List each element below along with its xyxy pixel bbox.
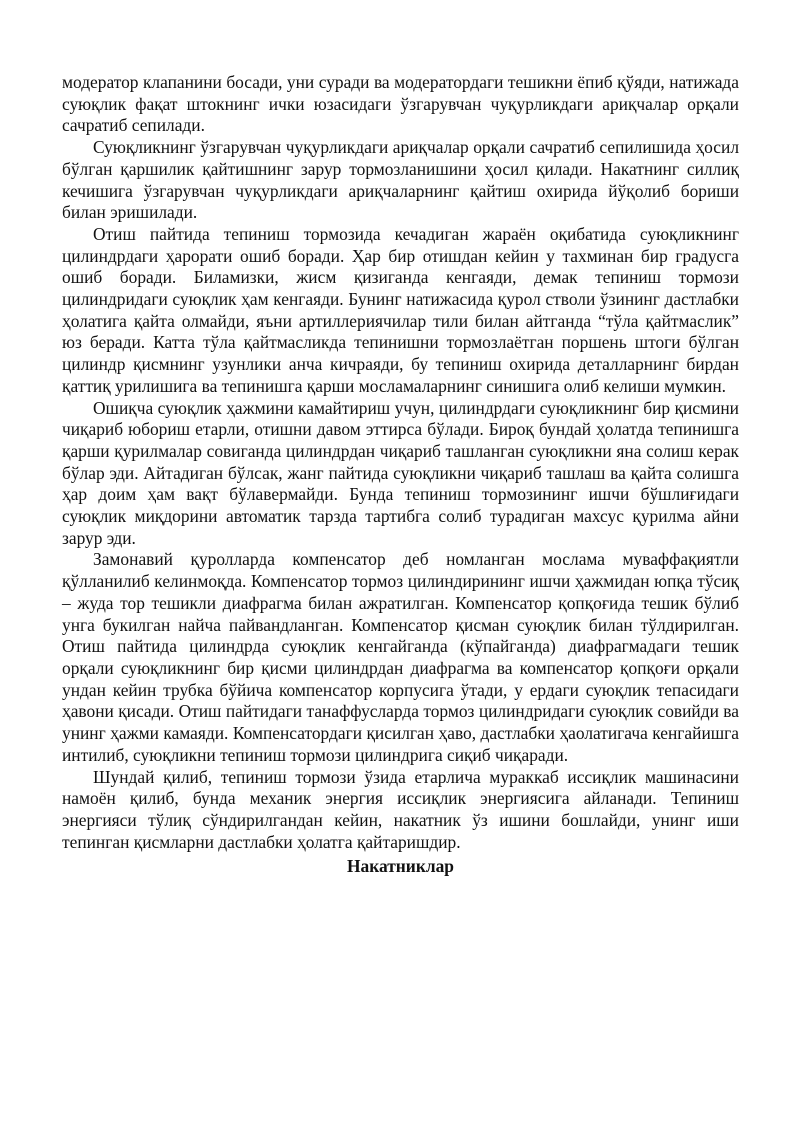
paragraph-continuation: модератор клапанини босади, уни суради ва модератордаги тешикни ёпиб қўяди, натижада суюқлик фақат штокнинг ички юзасидаги ўзгарувчан чуқурликдаги ариқчалар орқали сачратиб сепилади. [62,72,739,136]
paragraph-conclusion: Шундай қилиб, тепиниш тормози ўзида етарлича мураккаб иссиқлик машинасини намоён қилиб, бунда механик энергия иссиқлик энергиясига айланади. Тепиниш энергияси тўлиқ сўндирилгандан кейин, накатник ўз ишини бошлайди, унинг иши тепинган қисмларни дастлабки ҳолатга қайтаришдир. [62,766,739,852]
paragraph-heating: Отиш пайтида тепиниш тормозида кечадиган жараён оқибатида суюқликнинг цилиндрдаги ҳарорати ошиб боради. Ҳар бир отишдан кейин у тахминан бир градусга ошиб боради. Биламизки, жисм қизиганда кенгаяди, демак тепиниш тормози цилиндридаги суюқлик ҳам кенгаяди. Бунинг натижасида қурол стволи ўзининг дастлабки ҳолатига қайта олмайди, яъни артиллериячилар тили билан айтганда “тўла қайтмаслик” юз беради. Катта тўла қайтмасликда тепинишни тормозлаётган поршень штоги бўлган цилиндр қисмнинг узунлики анча кичраяди, бу тепиниш охирида деталларнинг бирдан қаттиқ урилишига ва тепинишга қарши мосламаларнинг синишига олиб келиши мумкин. [62,223,739,396]
paragraph-compensator: Замонавий қуролларда компенсатор деб номланган мослама муваффақиятли қўлланилиб келинмоқда. Компенсатор тормоз цилиндирининг ишчи ҳажмидан юпқа тўсиқ – жуда тор тешикли диафрагма билан ажратилган. Компенсатор қопқоғида тешик бўлиб унга букилган найча пайвандланган. Компенсатор қисман суюқлик билан тўлдирилган. Отиш пайтида цилиндрда суюқлик кенгайганда (кўпайганда) диафрагмадаги тешик орқали суюқликнинг бир қисми цилиндрдан диафрагма ва компенсатор қопқоғи орқали ундан кейин трубка бўйича компенсатор корпусига ўтади, у ердаги суюқлик тепасидаги ҳавони қисади. Отиш пайтидаги танаффусларда тормоз цилиндридаги суюқлик совийди ва унинг ҳажми камаяди. Компенсатордаги қисилган ҳаво, дастлабки ҳаолатигача кенгайишга интилиб, суюқликни тепиниш тормози цилиндрига сиқиб чиқаради. [62,549,739,765]
paragraph-grooves: Суюқликнинг ўзгарувчан чуқурликдаги ариқчалар орқали сачратиб сепилишида ҳосил бўлган қаршилик қайтишнинг зарур тормозланишини ҳосил қилади. Накатнинг силлиқ кечишига ўзгарувчан чуқурликдаги ариқчаларнинг қайтиш охирида йўқолиб бориши билан эришилади. [62,137,739,223]
document-body [62,72,739,878]
section-heading: Накатниклар [347,856,454,877]
paragraph-excess-fluid: Ошиқча суюқлик ҳажмини камайтириш учун, цилиндрдаги суюқликнинг бир қисмини чиқариб юбориш етарли, отишни давом эттирса бўлади. Бироқ бундай ҳолатда тепинишга қарши қурилмалар совиганда цилиндрдан чиқариб ташланган суюқликни яна солиш керак бўлар эди. Айтадиган бўлсак, жанг пайтида суюқликни чиқариб ташлаш ва қайта солишга ҳар доим ҳам вақт бўлавермайди. Бунда тепиниш тормозининг ишчи бўшлиғидаги суюқлик миқдорини автоматик тарзда тартибга солиб турадиган махсус қурилма айни зарур эди. [62,397,739,548]
